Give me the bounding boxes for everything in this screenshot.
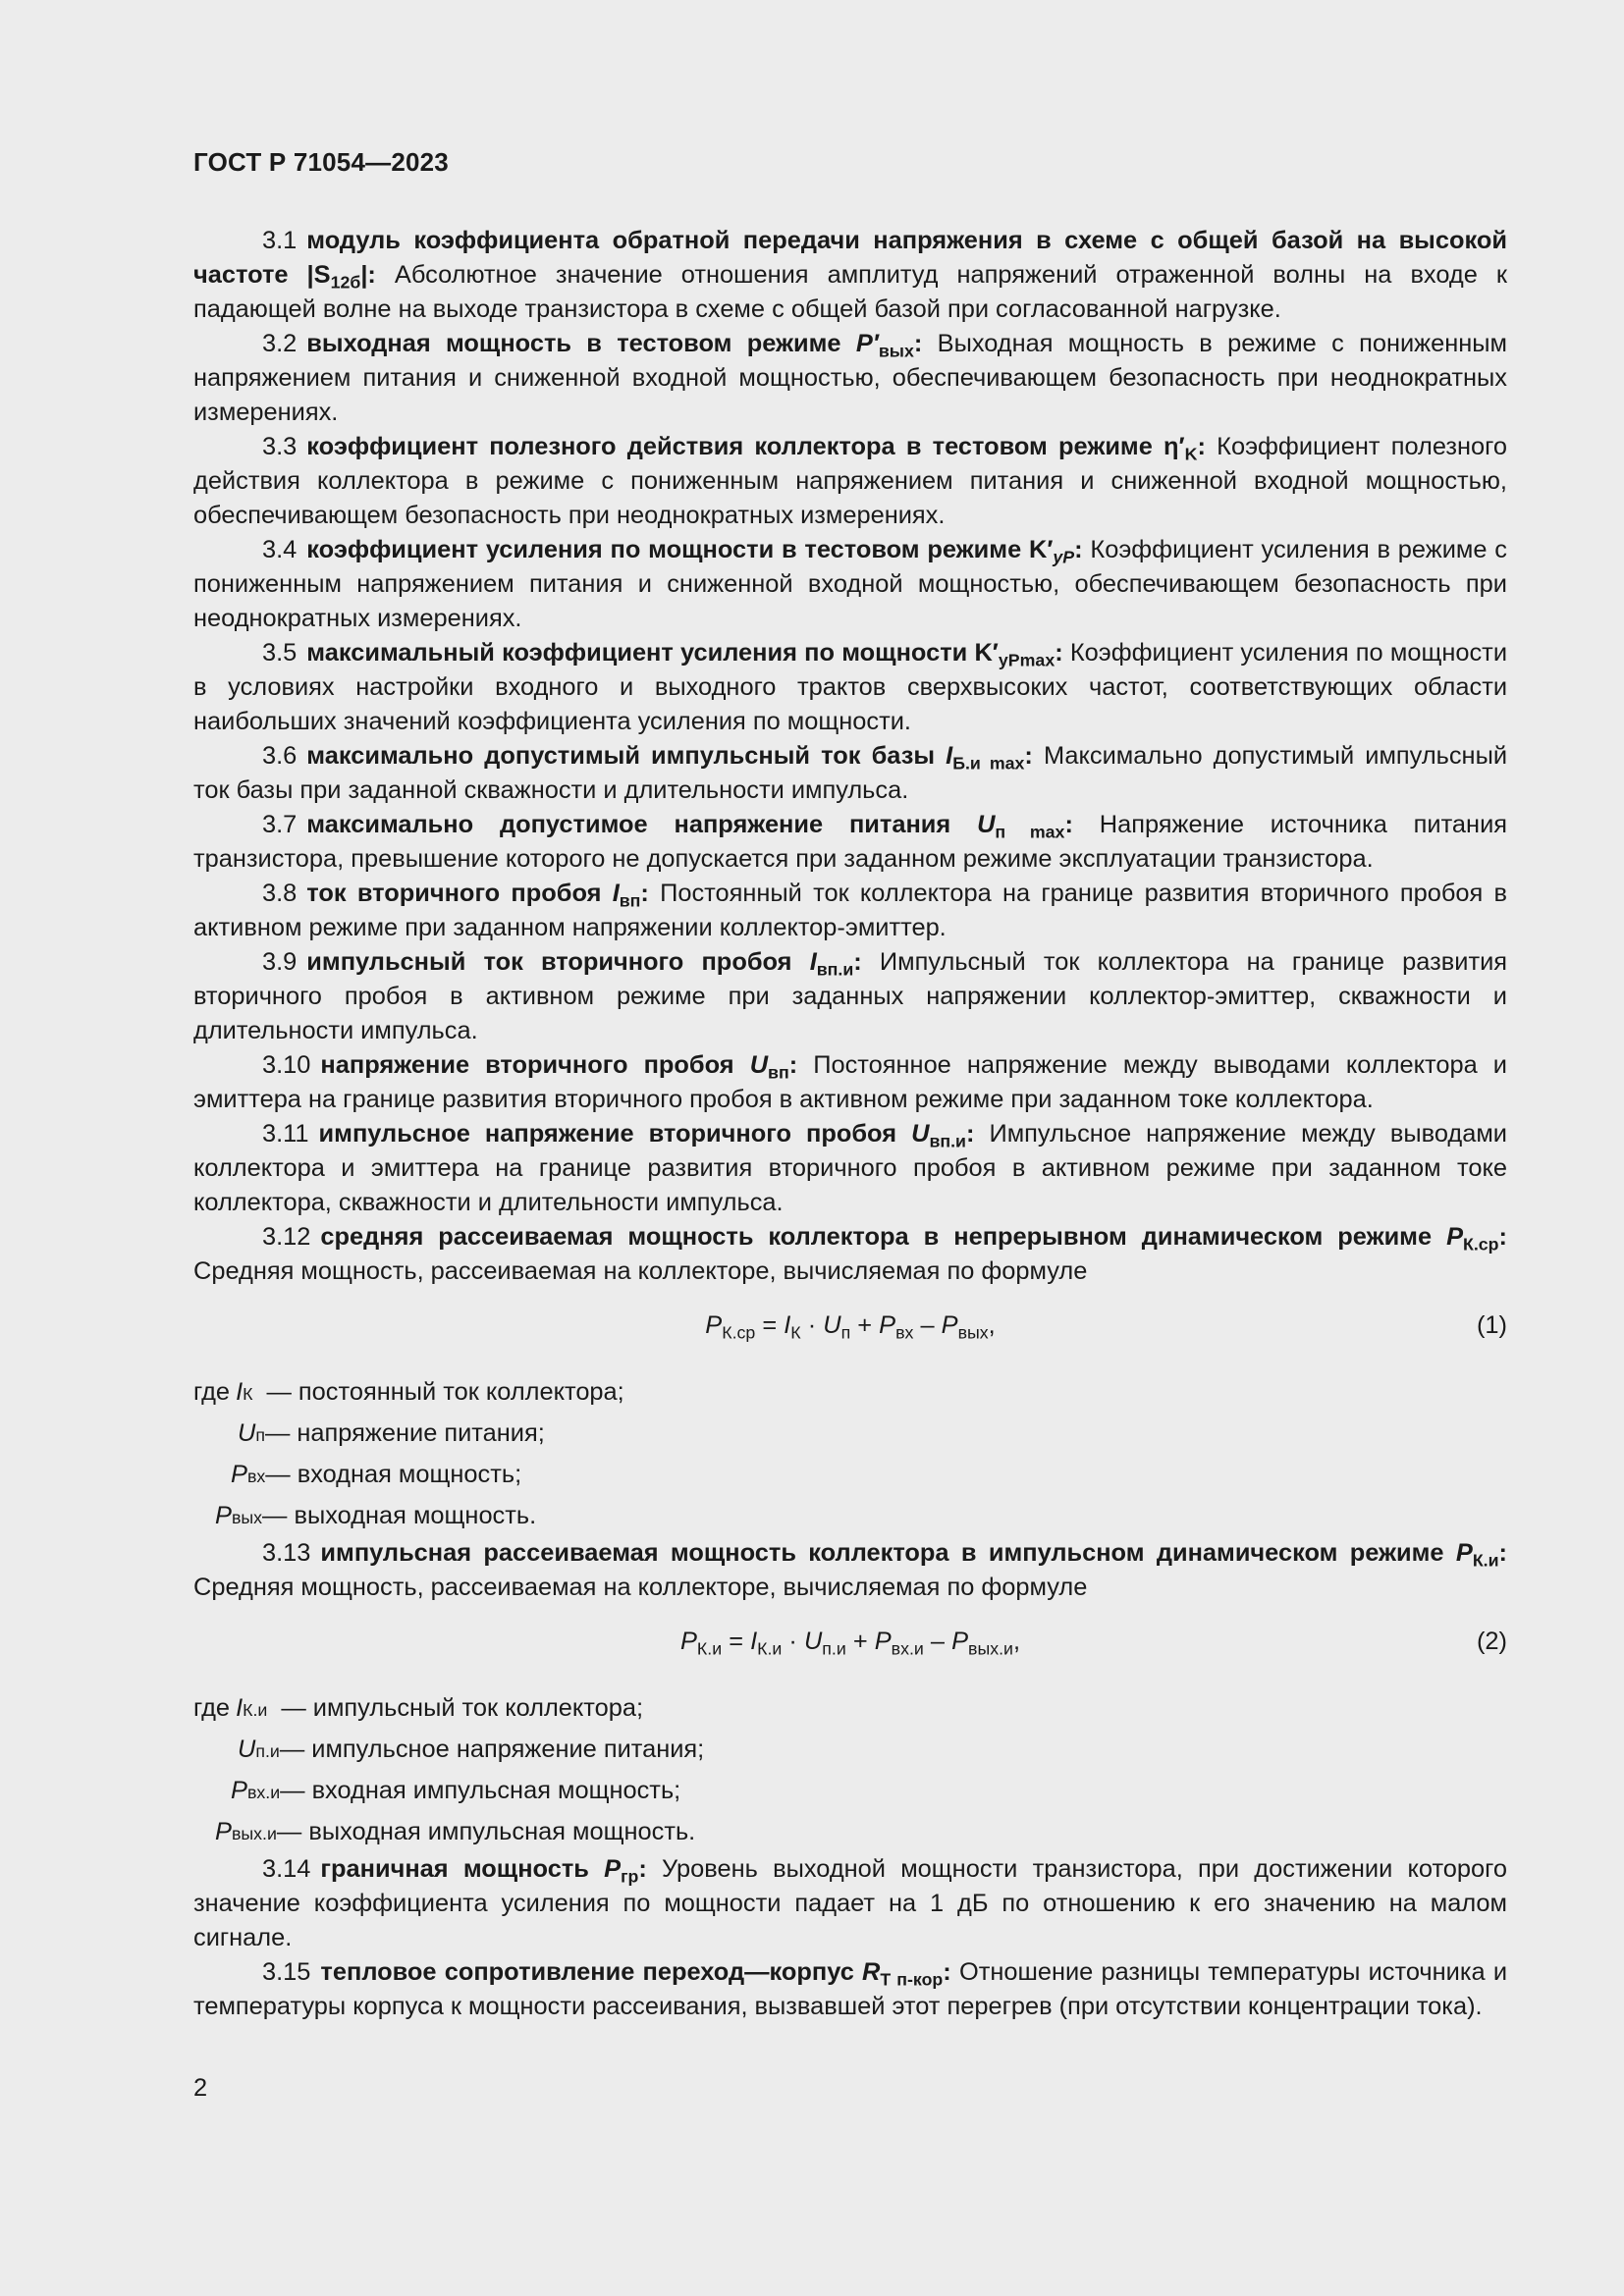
definition-number: 3.12: [262, 1223, 311, 1251]
definition-3-14: [193, 1852, 1507, 1955]
definition-term: средняя рассеиваемая мощность коллектора в непрерывном динамическом режиме $P_{К.ср}$:: [320, 1223, 1507, 1255]
definition-3-15: [193, 1955, 1507, 2024]
definition-term: модуль коэффициента обратной передачи напряжения в схеме с общей базой на высокой частоте $|S_{12б}|$:: [193, 227, 1507, 293]
definition-number: 3.15: [262, 1958, 311, 1986]
definition-term: коэффициент полезного действия коллектора в тестовом режиме $\eta'_K$:: [306, 433, 1206, 464]
definition-text: Коэффициент усиления в режиме с пониженным напряжением питания и сниженной входной мощностью, обеспечивающем безопасность при неоднократных измерениях.: [193, 536, 1507, 632]
definition-term: максимально допустимое напряжение питания $U_{п max}$:: [306, 811, 1073, 842]
definition-text: Постоянный ток коллектора на границе развития вторичного пробоя в активном режиме при заданном напряжении коллектор-эмиттер.: [193, 880, 1507, 941]
legend-row: где I К — постоянный ток коллектора;: [193, 1378, 624, 1406]
legend-row: P вх — входная мощность;: [231, 1461, 522, 1488]
legend-row: U п.и — импульсное напряжение питания;: [238, 1735, 705, 1763]
definition-term: максимальный коэффициент усиления по мощности $K'_{yPmax}$:: [306, 639, 1063, 670]
definition-text: Средняя мощность, рассеиваемая на коллекторе, вычисляемая по формуле: [193, 1257, 1088, 1285]
definition-3-6: [193, 739, 1507, 808]
definition-3-8: [193, 877, 1507, 945]
definition-3-11: [193, 1117, 1507, 1220]
definition-term: выходная мощность в тестовом режиме $P'_{вых}$:: [306, 330, 923, 361]
definition-number: 3.14: [262, 1855, 311, 1883]
legend-row: P вых.и — выходная импульсная мощность.: [215, 1818, 696, 1845]
legend-row: где I К.и — импульсный ток коллектора;: [193, 1694, 644, 1722]
definition-text: Коэффициент усиления по мощности в условиях настройки входного и выходного трактов сверхвысоких частот, соответствующих области наибольших значений коэффициента усиления по мощности.: [193, 639, 1507, 735]
definition-term: импульсная рассеиваемая мощность коллектора в импульсном динамическом режиме $P_{К.и}$:: [320, 1539, 1507, 1571]
definition-3-12: [193, 1220, 1507, 1289]
document-code-header: ГОСТ Р 71054—2023: [193, 147, 449, 177]
definitions-content: [193, 224, 1507, 2024]
page-number: 2: [193, 2074, 208, 2102]
definition-number: 3.8: [262, 880, 298, 907]
definition-text: Средняя мощность, рассеиваемая на коллекторе, вычисляемая по формуле: [193, 1574, 1088, 1601]
definition-text: Напряжение источника питания транзистора, превышение которого не допускается при заданном режиме эксплуатации транзистора.: [193, 811, 1507, 873]
definition-text: Максимально допустимый импульсный ток базы при заданной скважности и длительности импульса.: [193, 742, 1508, 804]
definition-text: Коэффициент полезного действия коллектора в режиме с пониженным напряжением питания и сниженной входной мощностью, обеспечивающем безопасность при неоднократных измерениях.: [193, 433, 1507, 529]
definition-number: 3.13: [262, 1539, 311, 1567]
legend-row: U п — напряжение питания;: [238, 1419, 545, 1447]
definition-number: 3.9: [262, 948, 298, 976]
definition-number: 3.7: [262, 811, 298, 838]
formula-1-expression: $P_{К.ср} = I_К \cdot U_п + P_{вх} - P_{вых}$,: [705, 1311, 996, 1343]
formula-2: [193, 1621, 1507, 1662]
definition-text: Импульсный ток коллектора на границе развития вторичного пробоя в активном режиме при заданных напряжении коллектор-эмиттер, скважности и длительности импульса.: [193, 948, 1508, 1044]
definition-3-13: [193, 1536, 1507, 1605]
formula-2-expression: $P_{К.и} = I_{К.и} \cdot U_{п.и} + P_{вх.и} - P_{вых.и}$,: [679, 1628, 1021, 1659]
formula-1: [193, 1305, 1507, 1346]
definition-term: граничная мощность $P_{гр}$:: [320, 1855, 647, 1887]
definition-term: ток вторичного пробоя $I_{вп}$:: [306, 880, 649, 911]
definition-term: тепловое сопротивление переход—корпус $R_{Т п-кор}$:: [320, 1958, 951, 1990]
definition-term: импульсный ток вторичного пробоя $I_{вп.и}$:: [306, 948, 862, 980]
definition-number: 3.1: [262, 227, 298, 254]
definition-3-1: [193, 224, 1507, 327]
definition-number: 3.6: [262, 742, 298, 770]
legend-row: P вых — выходная мощность.: [215, 1502, 537, 1529]
definition-text: Постоянное напряжение между выводами коллектора и эмиттера на границе развития вторичного пробоя в активном режиме при заданном токе коллектора.: [193, 1051, 1507, 1113]
definition-3-3: [193, 430, 1507, 533]
formula-2-number: (2): [1476, 1628, 1507, 1655]
definition-number: 3.11: [262, 1120, 309, 1148]
definition-text: Абсолютное значение отношения амплитуд напряжений отраженной волны на входе к падающей волне на выходе транзистора в схеме с общей базой при согласованной нагрузке.: [193, 261, 1507, 323]
definition-number: 3.4: [262, 536, 298, 563]
definition-number: 3.10: [262, 1051, 311, 1079]
definition-term: коэффициент усиления по мощности в тестовом режиме $K'_{yP}$:: [306, 536, 1083, 567]
formula-2-legend: [193, 1687, 1507, 1852]
definition-3-7: [193, 808, 1507, 877]
formula-1-number: (1): [1476, 1311, 1507, 1339]
definition-text: Уровень выходной мощности транзистора, при достижении которого значение коэффициента усиления по мощности падает на 1 дБ по отношению к его значению на малом сигнале.: [193, 1855, 1507, 1951]
definition-number: 3.3: [262, 433, 298, 460]
definition-term: максимально допустимый импульсный ток базы $I_{Б.и max}$:: [306, 742, 1033, 774]
definition-3-4: [193, 533, 1507, 636]
formula-1-legend: [193, 1371, 1507, 1536]
definition-3-10: [193, 1048, 1507, 1117]
definition-text: Отношение разницы температуры источника и температуры корпуса к мощности рассеивания, вызвавшей этот перегрев (при отсутствии концентрации тока).: [193, 1958, 1507, 2020]
definition-number: 3.2: [262, 330, 298, 357]
definition-number: 3.5: [262, 639, 298, 667]
definition-3-2: [193, 327, 1507, 430]
definition-text: Импульсное напряжение между выводами коллектора и эмиттера на границе развития вторичного пробоя в активном режиме при заданном токе коллектора, скважности и длительности импульса.: [193, 1120, 1507, 1216]
definition-text: Выходная мощность в режиме с пониженным напряжением питания и сниженной входной мощностью, обеспечивающем безопасность при неоднократных измерениях.: [193, 330, 1508, 426]
legend-row: P вх.и — входная импульсная мощность;: [231, 1777, 681, 1804]
definition-term: напряжение вторичного пробоя $U_{вп}$:: [320, 1051, 798, 1083]
definition-3-9: [193, 945, 1507, 1048]
definition-term: импульсное напряжение вторичного пробоя $U_{вп.и}$:: [318, 1120, 975, 1151]
definition-3-5: [193, 636, 1507, 739]
